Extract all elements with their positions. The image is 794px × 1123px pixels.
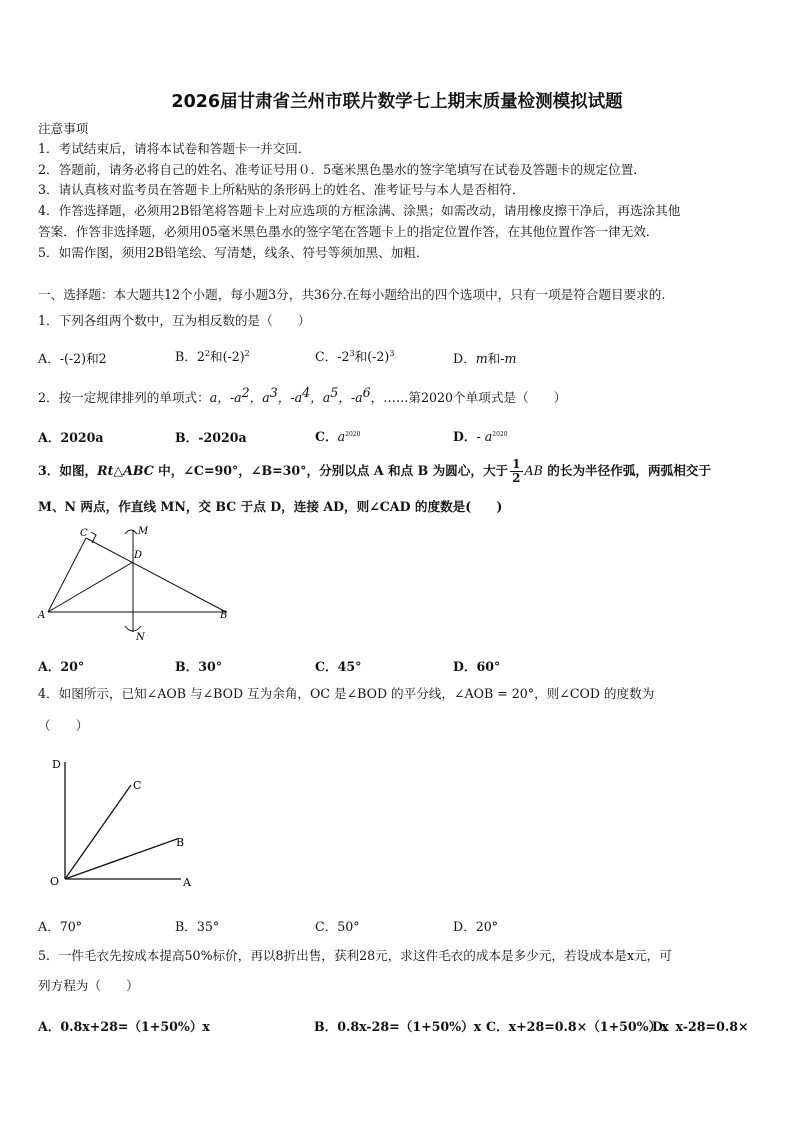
q4-option-c: C．50° (315, 919, 360, 934)
note-item: 4．作答选择题，必须用2B铅笔将答题卡上对应选项的方框涂满、涂黑；如需改动，请用橡皮擦干净后，再选涂其他 (38, 203, 681, 218)
label-d: D (52, 758, 61, 771)
note-item: 3．请认真核对监考员在答题卡上所粘贴的条形码上的姓名、准考证号与本人是否相符． (38, 182, 525, 197)
q1-option-c: C．$-2^3$和$(-2)^3$ (315, 349, 395, 364)
q1-option-b: B．$2^2$和$(-2)^2$ (175, 349, 250, 364)
label-m: M (138, 526, 149, 537)
question-4-line-1: 4．如图所示，已知∠AOB 与∠BOD 互为余角，OC 是∠BOD 的平分线，∠AOB = 20°，则∠COD 的度数为 (38, 686, 655, 701)
q3-option-b: B．30° (175, 659, 223, 674)
question-1-stem: 1．下列各组两个数中，互为相反数的是（ ） (38, 313, 311, 328)
question-4-line-2: （ ） (38, 718, 89, 733)
q4-option-a: A．70° (38, 919, 83, 934)
note-item: 1．考试结束后，请将本试卷和答题卡一并交回． (38, 141, 311, 156)
question-5-line-1: 5．一件毛衣先按成本提高50%标价，再以8折出售，获利28元，求这件毛衣的成本是多少元，若设成本是x元，可 (38, 948, 672, 963)
notes-header: 注意事项 (38, 121, 89, 136)
q1-option-d: D．m和-m (453, 351, 517, 366)
q5-option-a: A．0.8x+28=（1+50%）x (38, 1019, 210, 1034)
fraction-one-half: $\frac{1}{2}$ (512, 457, 521, 485)
side-cb (86, 538, 226, 612)
question-3-line-1: 3．如图，Rt△ABC 中，∠C=90°，∠B=30°，分别以点 A 和点 B 为圆心，大于 $\frac{1}{2}$ AB 的长为半径作弧，两弧相交于 (38, 457, 711, 485)
q5-option-d: D．x-28=0.8× (652, 1019, 749, 1034)
q3-option-d: D．60° (453, 659, 501, 674)
ray-ob (65, 839, 177, 879)
triangle-figure (36, 522, 236, 647)
q2-option-a: A．2020a (38, 430, 104, 445)
page-title: 2026届甘肃省兰州市联片数学七上期末质量检测模拟试题 (171, 92, 623, 112)
label-c: C (133, 779, 142, 792)
note-item: 答案．作答非选择题，必须用05毫米黑色墨水的签字笔在答题卡上的指定位置作答，在其他位置作答一律无效． (38, 224, 659, 239)
question-2-stem: 2．按一定规律排列的单项式：a，$-a^2$，$a^3$，$-a^4$，$a^5$，$-a^6$，……第2020个单项式是（ ） (38, 385, 567, 405)
label-o: O (50, 875, 60, 888)
q2-option-d: D．- $a^{2020}$ (453, 429, 508, 444)
note-item: 5．如需作图，须用2B铅笔绘、写清楚，线条、符号等须加黑、加粗． (38, 245, 429, 260)
label-c: C (80, 528, 88, 539)
q3-option-a: A．20° (38, 659, 85, 674)
q1-option-a: A．-(-2)和2 (38, 351, 107, 366)
label-a: A (183, 876, 191, 889)
question-3-line-2: M、N 两点，作直线 MN，交 BC 于点 D，连接 AD，则∠CAD 的度数是( ) (38, 499, 503, 514)
q4-option-b: B．35° (175, 919, 220, 934)
q4-option-d: D．20° (453, 919, 499, 934)
q3-option-c: C．45° (315, 659, 362, 674)
q2-option-b: B．-2020a (175, 430, 247, 445)
label-b: B (220, 610, 228, 621)
label-d: D (134, 550, 143, 561)
question-5-line-2: 列方程为（ ） (38, 978, 139, 993)
section-heading: 一、选择题：本大题共12个小题，每小题3分，共36分.在每小题给出的四个选项中，只有一项是符合题目要求的. (38, 287, 666, 302)
q5-option-c: C．x+28=0.8×（1+50%）x (486, 1019, 669, 1034)
arc-top (125, 530, 137, 534)
label-a: A (38, 610, 46, 621)
q5-option-b: B．0.8x-28=（1+50%）x (314, 1019, 482, 1034)
ray-oc (65, 785, 131, 879)
label-n: N (136, 632, 145, 643)
label-b: B (176, 836, 185, 849)
q2-option-c: C．$a^{2020}$ (315, 429, 361, 444)
angle-figure (46, 752, 206, 892)
note-item: 2．答题前，请务必将自己的姓名、准考证号用０．5毫米黑色墨水的签字笔填写在试卷及答题卡的规定位置． (38, 162, 646, 177)
